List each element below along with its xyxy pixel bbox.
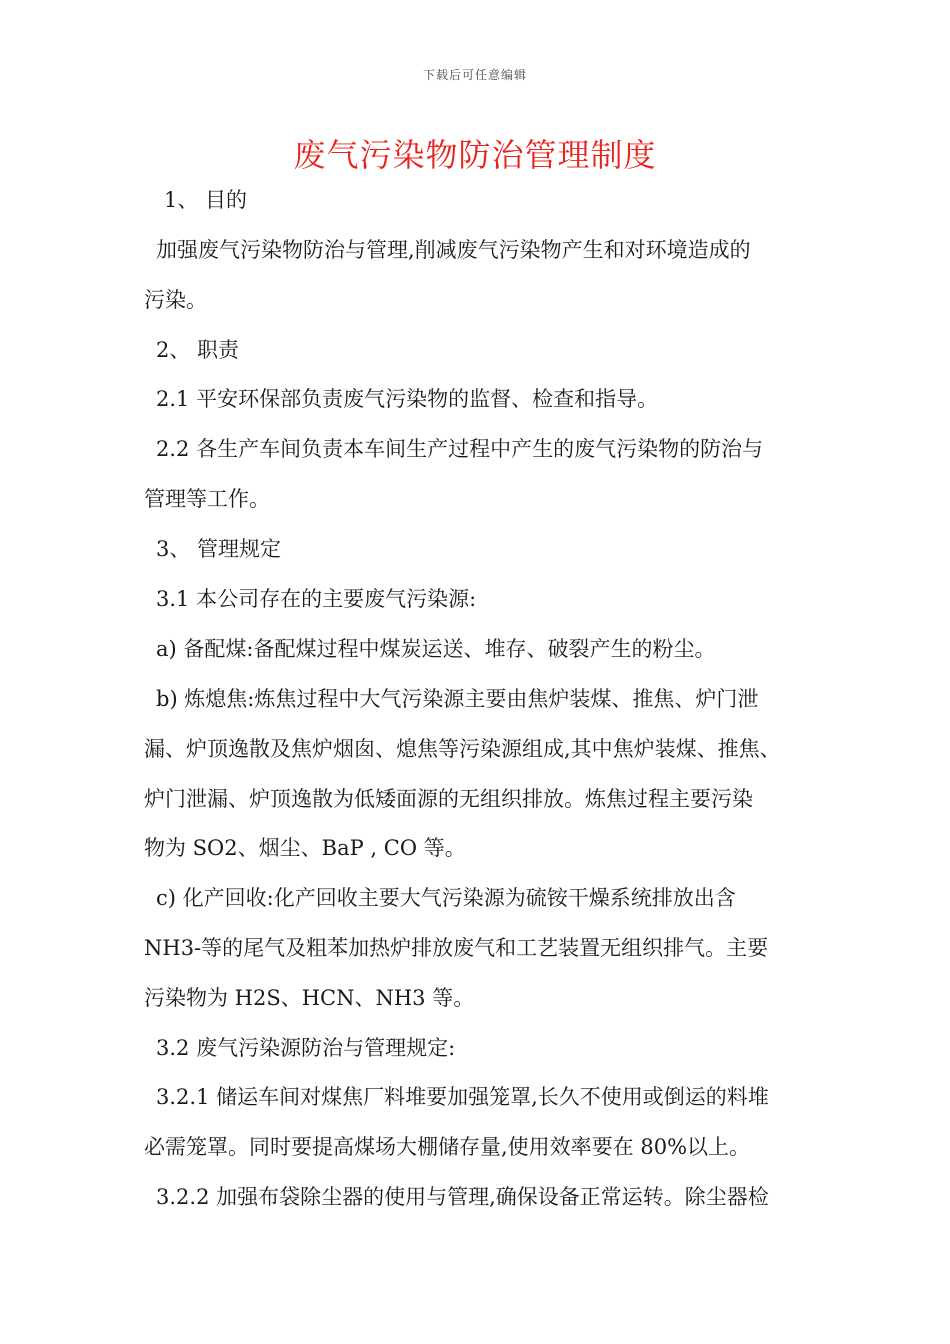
paragraph-line: NH3-等的尾气及粗苯加热炉排放废气和工艺装置无组织排气。主要 [144,936,769,960]
paragraph-line: 3.2.2 加强布袋除尘器的使用与管理,确保设备正常运转。除尘器检 [156,1185,769,1209]
paragraph-line: 污染。 [144,288,207,312]
paragraph-line: 2.2 各生产车间负责本车间生产过程中产生的废气污染物的防治与 [156,437,764,461]
paragraph-line: 2.1 平安环保部负责废气污染物的监督、检查和指导。 [156,387,659,411]
paragraph-line: 加强废气污染物防治与管理,削减废气污染物产生和对环境造成的 [156,238,751,262]
paragraph-line: 3.1 本公司存在的主要废气污染源: [156,587,477,611]
document-title: 废气污染物防治管理制度 [293,136,657,174]
paragraph-line: a) 备配煤:备配煤过程中煤炭运送、堆存、破裂产生的粉尘。 [156,637,716,661]
header-note: 下载后可任意编辑 [422,68,527,82]
paragraph-line: 物为 SO2、烟尘、BaP , CO 等。 [144,836,466,860]
section-heading-duties: 2、 职责 [156,338,240,362]
paragraph-line: 必需笼罩。同时要提高煤场大棚储存量,使用效率要在 80%以上。 [144,1135,751,1159]
paragraph-line: 炉门泄漏、炉顶逸散为低矮面源的无组织排放。炼焦过程主要污染 [144,787,753,811]
paragraph-line: c) 化产回收:化产回收主要大气污染源为硫铵干燥系统排放出含 [156,886,736,910]
paragraph-line: 3.2.1 储运车间对煤焦厂料堆要加强笼罩,长久不使用或倒运的料堆 [156,1085,769,1109]
section-heading-rules: 3、 管理规定 [156,537,282,561]
paragraph-line: b) 炼熄焦:炼焦过程中大气污染源主要由焦炉装煤、推焦、炉门泄 [156,687,759,711]
paragraph-line: 3.2 废气污染源防治与管理规定: [156,1036,456,1060]
section-heading-purpose: 1、 目的 [164,188,248,212]
paragraph-line: 污染物为 H2S、HCN、NH3 等。 [144,986,475,1010]
paragraph-line: 漏、炉顶逸散及焦炉烟囱、熄焦等污染源组成,其中焦炉装煤、推焦、 [144,737,781,761]
paragraph-line: 管理等工作。 [144,487,270,511]
